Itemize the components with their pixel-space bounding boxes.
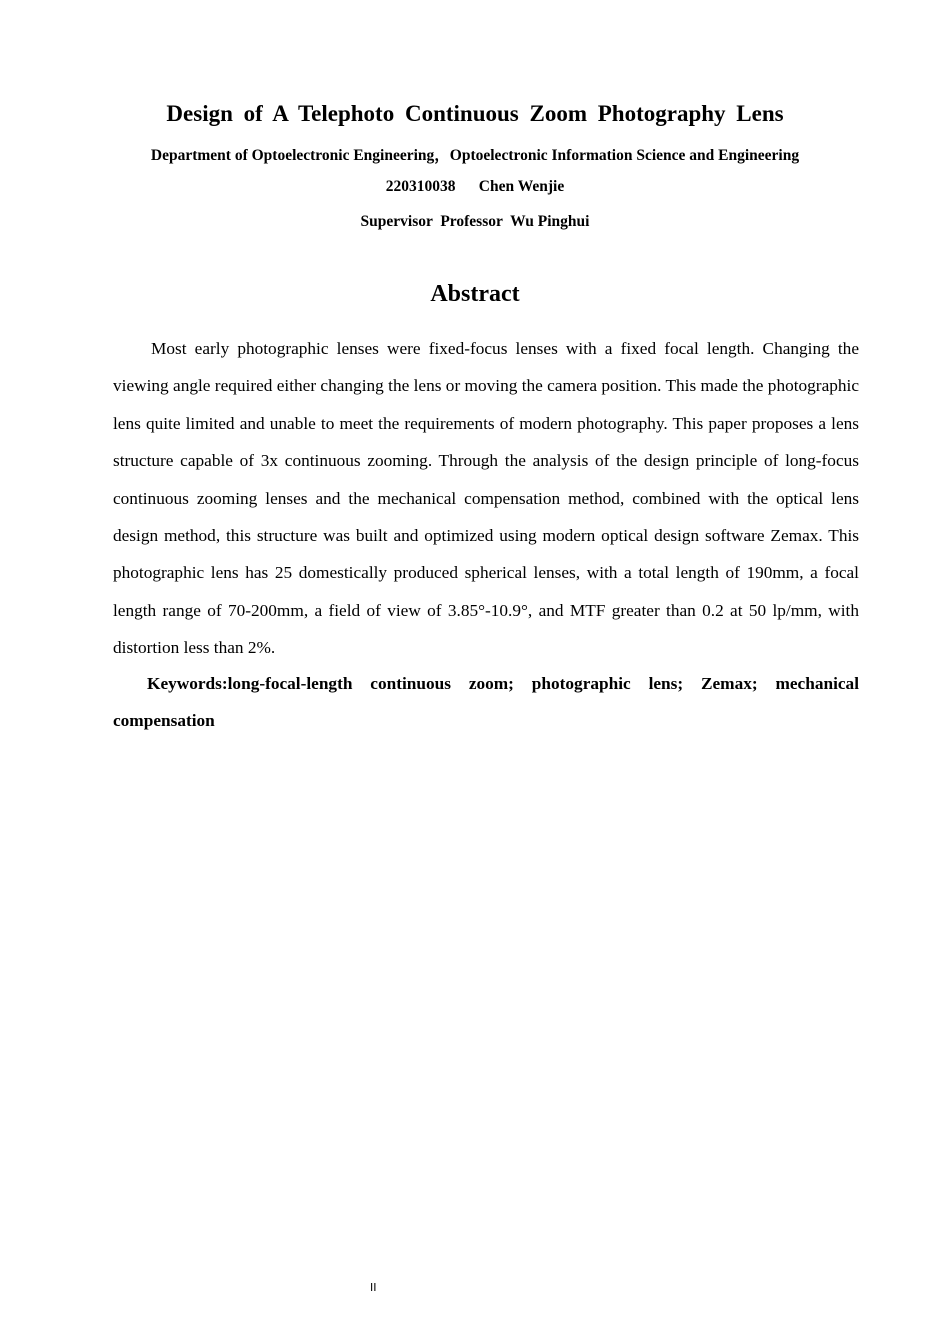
page-number: II xyxy=(370,1281,377,1294)
abstract-heading: Abstract xyxy=(430,281,520,307)
department-line: Department of Optoelectronic Engineering，Optoelectronic Information Science and Engineering xyxy=(150,147,800,164)
keywords-line: Keywords:long-focal-length continuous zoom; photographic lens; Zemax; mechanical compensation xyxy=(113,674,859,731)
supervisor-line: Supervisor Professor Wu Pinghui xyxy=(360,213,590,230)
abstract-body: Most early photographic lenses were fixed-focus lenses with a fixed focal length. Changing the viewing angle required either changing the lens or moving the camera position. This made the photographic lens quite limited and unable to meet the requirements of modern photography. This paper proposes a lens structure capable of 3x continuous zooming. Through the analysis of the design principle of long-focus continuous zooming lenses and the mechanical compensation method, combined with the optical lens design method, this structure was built and optimized using modern optical design software Zemax. This photographic lens has 25 domestically produced spherical lenses, with a total length of 190mm, a focal length range of 70-200mm, a field of view of 3.85°-10.9°, and MTF greater than 0.2 at 50 lp/mm, with distortion less than 2%. xyxy=(113,339,859,658)
paper-title: Design of A Telephoto Continuous Zoom Photography Lens xyxy=(166,101,784,126)
student-id-name: 220310038 Chen Wenjie xyxy=(385,178,565,195)
